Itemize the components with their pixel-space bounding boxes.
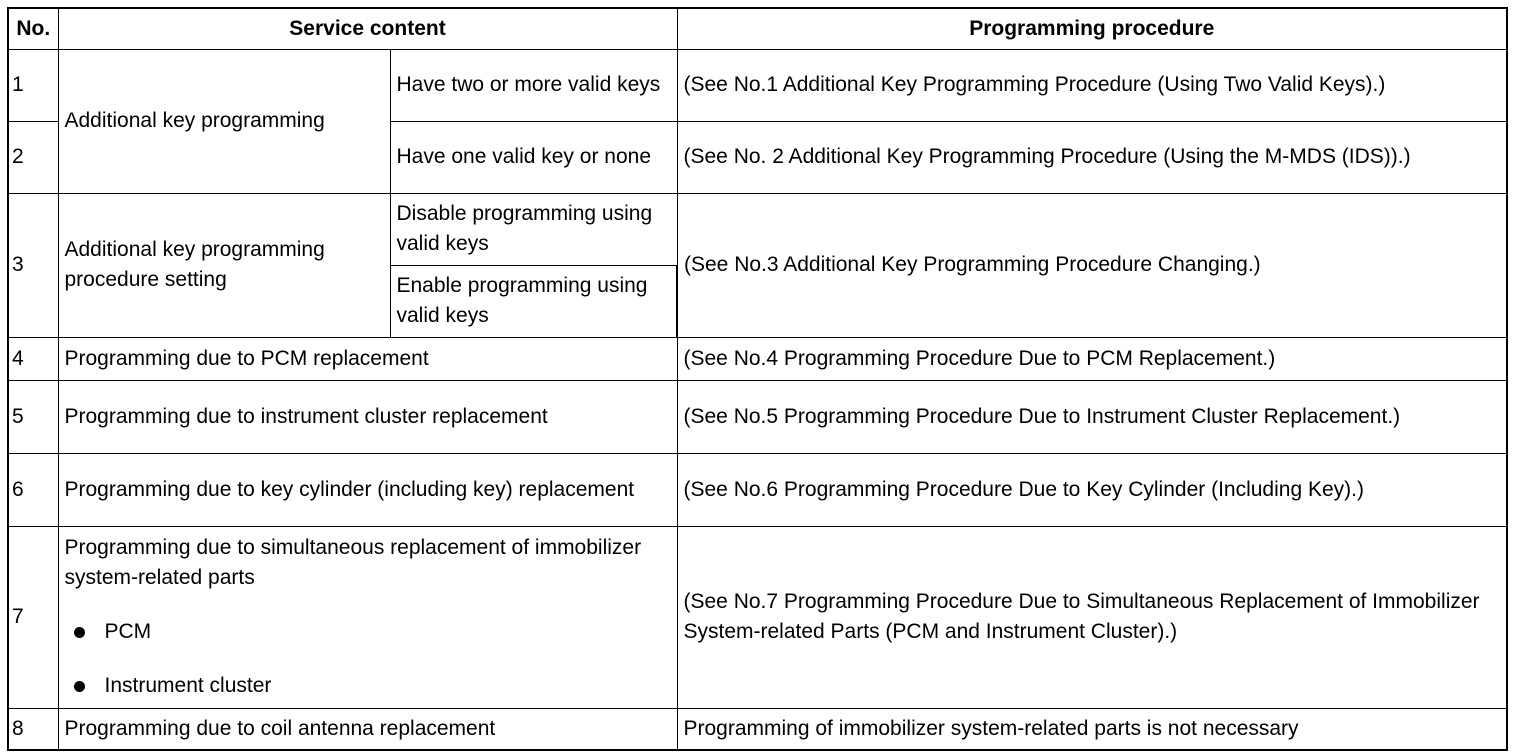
service-content — [58, 526, 677, 708]
programming-procedure: (See No.4 Programming Procedure Due to PCM Replacement.) — [677, 337, 1507, 380]
service-condition: Have one valid key or none — [390, 121, 677, 193]
row-number: 7 — [8, 526, 58, 708]
header-service-content: Service content — [58, 8, 677, 49]
table-row — [8, 526, 1507, 708]
table-row — [8, 708, 1507, 750]
service-content-text: Programming due to simultaneous replacement of immobilizer system-related parts — [64, 536, 642, 589]
parts-list — [65, 617, 671, 701]
service-content: Programming due to coil antenna replacement — [58, 708, 677, 750]
list-item: Instrument cluster — [105, 671, 671, 701]
service-content: Programming due to key cylinder (including key) replacement — [58, 453, 677, 526]
service-programming-table — [7, 7, 1508, 751]
table-row — [8, 49, 1507, 121]
service-content: Additional key programming procedure setting — [58, 193, 390, 337]
row-number: 3 — [8, 193, 58, 337]
service-condition: Have two or more valid keys — [390, 49, 677, 121]
programming-procedure: (See No.3 Additional Key Programming Procedure Changing.) — [677, 193, 1507, 337]
programming-procedure: (See No. 2 Additional Key Programming Procedure (Using the M-MDS (IDS)).) — [677, 121, 1507, 193]
service-content: Additional key programming — [58, 49, 390, 193]
list-item: PCM — [105, 617, 671, 647]
table-row — [8, 193, 1507, 265]
service-content: Programming due to instrument cluster replacement — [58, 380, 677, 453]
table-row — [8, 337, 1507, 380]
row-number: 2 — [8, 121, 58, 193]
table-header-row — [8, 8, 1507, 49]
programming-procedure: (See No.7 Programming Procedure Due to Simultaneous Replacement of Immobilizer System-related Parts (PCM and Instrument Cluster).) — [677, 526, 1507, 708]
table-row — [8, 380, 1507, 453]
service-condition: Disable programming using valid keys — [390, 193, 677, 265]
row-number: 8 — [8, 708, 58, 750]
row-number: 5 — [8, 380, 58, 453]
programming-procedure: (See No.6 Programming Procedure Due to Key Cylinder (Including Key).) — [677, 453, 1507, 526]
row-number: 1 — [8, 49, 58, 121]
header-no: No. — [8, 8, 58, 49]
service-content: Programming due to PCM replacement — [58, 337, 677, 380]
header-programming-procedure: Programming procedure — [677, 8, 1507, 49]
programming-procedure: (See No.1 Additional Key Programming Procedure (Using Two Valid Keys).) — [677, 49, 1507, 121]
programming-procedure: Programming of immobilizer system-related parts is not necessary — [677, 708, 1507, 750]
table-row — [8, 453, 1507, 526]
programming-procedure: (See No.5 Programming Procedure Due to Instrument Cluster Replacement.) — [677, 380, 1507, 453]
service-condition: Enable programming using valid keys — [390, 265, 677, 337]
row-number: 6 — [8, 453, 58, 526]
row-number: 4 — [8, 337, 58, 380]
